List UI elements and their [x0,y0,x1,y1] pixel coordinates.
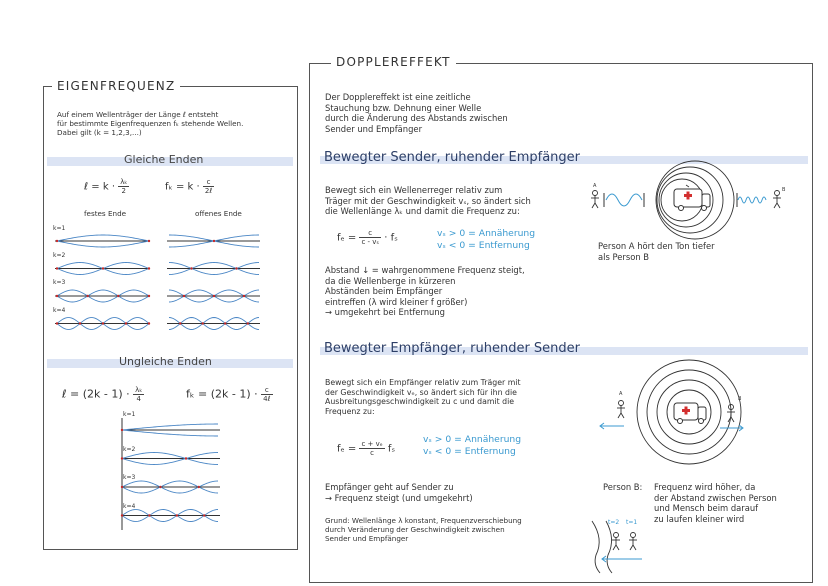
section2-note2: Grund: Wellenlänge λ konstant, Frequenzverschiebung durch Veränderung der Geschwindigkeit zwischen Sender und Empfänger [325,516,522,543]
section1-condition-approach: vₛ > 0 = Annäherung [437,228,536,239]
person-b-label: B [782,187,786,193]
standing-waves-same-ends [45,222,295,342]
col-festes-ende: festes Ende [84,209,127,218]
person-a-label: A [619,391,623,397]
section2-note1: Empfänger geht auf Sender zu → Frequenz steigt (und umgekehrt) [325,482,473,503]
ungleiche-enden-formula-length: ℓ = (2k - 1) · $\frac{\text{λₖ}}{4}$ [62,386,143,403]
wave-curve [122,424,218,430]
k-label: k=3 [53,279,66,286]
node-dot [176,514,178,516]
node-dot [185,457,187,459]
open-end-waves [167,235,260,330]
node-dot [159,486,161,488]
node-dot [56,322,58,324]
standing-waves-different-ends [118,418,238,538]
node-dot [121,486,123,488]
node-dot [148,322,150,324]
node-dot [183,295,185,297]
person-b-icon [773,191,781,209]
k-label: k=1 [53,225,66,232]
node-dot [102,322,104,324]
ungleiche-enden-formula-frequency: fₖ = (2k - 1) · $\frac{c}{\text{4ℓ}}$ [186,386,271,403]
moving-receiver-illustration [598,357,748,477]
node-dot [117,295,119,297]
node-dot [224,322,226,324]
node-dot [121,429,123,431]
receiver-timeline-illustration [590,515,650,575]
node-dot [148,295,150,297]
short-wave-right [738,197,766,203]
k-label: k=4 [53,307,66,314]
section2-condition-recede: vₛ < 0 = Entfernung [423,446,516,457]
long-wave-left [606,194,642,206]
node-dot [102,267,104,269]
wave-curve [57,241,149,247]
node-dot [56,295,58,297]
k-label: k=2 [123,446,136,453]
node-dot [125,322,127,324]
node-dot [213,240,215,242]
wave-curve [57,235,149,241]
node-dot [86,295,88,297]
k-label: k=1 [123,411,136,418]
k-label: k=2 [53,252,66,259]
node-dot [148,267,150,269]
gleiche-enden-heading: Gleiche Enden [124,153,204,166]
person-t1-icon [629,533,637,551]
eigenfrequenz-title: EIGENFREQUENZ [52,79,180,93]
node-dot [203,514,205,516]
arrow-right-icon [720,425,743,431]
node-dot [56,240,58,242]
node-dot [190,267,192,269]
node-dot [148,514,150,516]
node-dot [148,240,150,242]
dopplereffekt-title: DOPPLEREFFEKT [331,55,456,69]
gleiche-enden-formula-frequency: fₖ = k · $\frac{c}{\text{2ℓ}}$ [165,178,213,195]
node-dot [198,486,200,488]
person-a-icon [591,191,599,209]
fixed-end-waves [55,235,150,329]
person-b-label: B [738,396,742,402]
section2-caption-label: Person B: [603,482,643,492]
node-dot [121,457,123,459]
node-dot [179,322,181,324]
ambulance-icon [674,403,706,424]
section1-note: Abstand ↓ = wahrgenommene Frequenz steigt, da die Wellenberge in kürzeren Abständen beim Empfänger eintreffen (λ wird kleiner f größer) → umgekehrt bei Entfernung [325,265,525,317]
mixed-end-waves [121,418,220,530]
section1-formula: fₑ = $\frac{c}{\text{c - vₛ}}$ · fₛ [337,229,398,246]
section2-text: Bewegt sich ein Empfänger relativ zum Träger mit der Geschwindigkeit vₑ, so ändert sich für ihn die Ausbreitungsgeschwindigkeit zu c und damit die Frequenz zu: [325,378,521,416]
person-a-label: A [593,183,597,189]
node-dot [213,295,215,297]
section1-caption: Person A hört den Ton tiefer als Person B [598,241,715,262]
node-dot [235,267,237,269]
arrow-left-icon [602,556,642,562]
gleiche-enden-formula-length: ℓ = k · $\frac{\text{λₖ}}{2}$ [84,178,128,195]
section2-caption: Frequenz wird höher, da der Abstand zwischen Person und Mensch beim darauf zu laufen kleiner wird [654,482,777,524]
node-dot [79,322,81,324]
k-label: k=3 [123,474,136,481]
t2-label: t=2 [608,519,620,526]
eigenfrequenz-intro: Auf einem Wellenträger der Länge ℓ entsteht für bestimmte Eigenfrequenzen fₖ stehende Wellen. Dabei gilt (k = 1,2,3,...) [57,110,244,137]
section1-heading: Bewegter Sender, ruhender Empfänger [324,150,581,165]
section1-condition-recede: vₛ < 0 = Entfernung [437,240,530,251]
person-a-icon [617,401,625,419]
section2-formula: fₑ = $\frac{\text{c + vₑ}}{c}$ fₛ [337,440,396,457]
t1-label: t=1 [626,519,638,526]
node-dot [121,514,123,516]
doppler-intro: Der Dopplereffekt ist eine zeitliche Stauchung bzw. Dehnung einer Welle durch die Änderung des Abstands zwischen Sender und Empfänger [325,92,508,134]
wave-curve [122,430,218,436]
col-offenes-ende: offenes Ende [195,209,242,218]
person-t2-icon [612,533,620,551]
node-dot [202,322,204,324]
node-dot [247,322,249,324]
section2-condition-approach: vₛ > 0 = Annäherung [423,434,522,445]
ungleiche-enden-heading: Ungleiche Enden [119,355,212,368]
section2-heading: Bewegter Empfänger, ruhender Sender [324,341,581,356]
k-label: k=4 [123,503,136,510]
ambulance-icon [674,185,710,211]
arrow-left-icon [600,423,624,429]
moving-sender-illustration [590,163,790,253]
section1-text: Bewegt sich ein Wellenerreger relativ zum Träger mit der Geschwindigkeit vₛ, so ändert sich die Wellenlänge λₖ und damit die Frequenz zu: [325,185,531,216]
node-dot [243,295,245,297]
node-dot [56,267,58,269]
